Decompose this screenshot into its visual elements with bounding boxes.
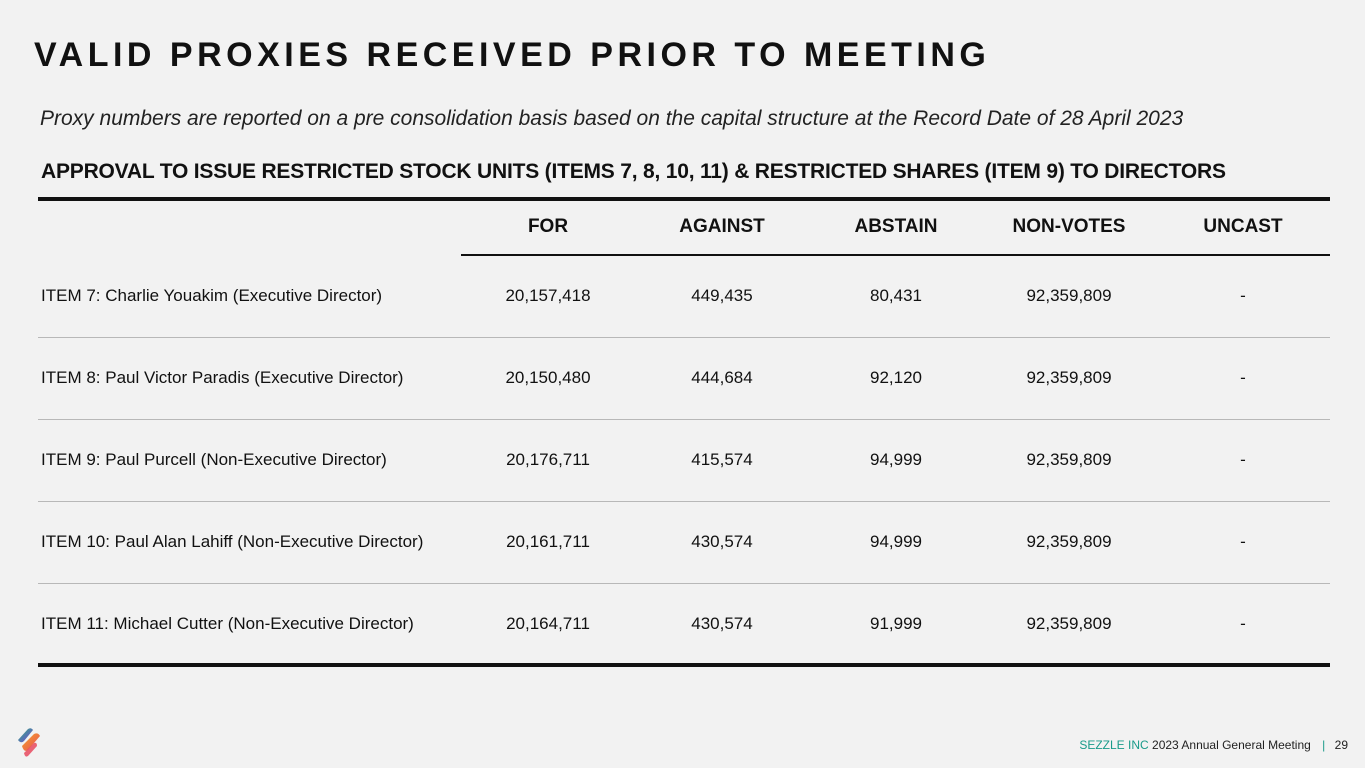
cell-abstain: 80,431 (870, 286, 922, 305)
cell-uncast: - (1240, 450, 1246, 469)
cell-non-votes: 92,359,809 (1026, 450, 1112, 469)
page-number: 29 (1334, 738, 1348, 752)
table-row (0, 256, 1365, 338)
sezzle-logo-icon (12, 726, 44, 760)
cell-against: 449,435 (691, 286, 753, 305)
column-header-abstain: ABSTAIN (854, 216, 938, 237)
row-label: ITEM 8: Paul Victor Paradis (Executive Director) (41, 368, 404, 387)
table-row (0, 502, 1365, 584)
table-row (0, 420, 1365, 502)
cell-against: 430,574 (691, 532, 753, 551)
footer-separator: | (1322, 738, 1326, 752)
row-label: ITEM 7: Charlie Youakim (Executive Director) (41, 286, 383, 305)
cell-non-votes: 92,359,809 (1026, 614, 1112, 633)
column-header-for: FOR (527, 216, 569, 237)
cell-uncast: - (1240, 286, 1246, 305)
footer-company: SEZZLE INC (1079, 738, 1149, 752)
cell-uncast: - (1240, 614, 1246, 633)
cell-for: 20,150,480 (505, 368, 591, 387)
cell-abstain: 91,999 (870, 614, 922, 633)
column-header-uncast: UNCAST (1203, 216, 1283, 237)
row-label: ITEM 11: Michael Cutter (Non-Executive Director) (41, 614, 414, 633)
table-top-rule (38, 197, 1330, 201)
column-header-non-votes: NON-VOTES (1012, 216, 1126, 237)
section-heading: APPROVAL TO ISSUE RESTRICTED STOCK UNITS (ITEMS 7, 8, 10, 11) & RESTRICTED SHARES (ITEM 9) TO DIRECTORS (41, 160, 1226, 183)
cell-non-votes: 92,359,809 (1026, 368, 1112, 387)
cell-uncast: - (1240, 368, 1246, 387)
table-bottom-rule (38, 663, 1330, 667)
cell-uncast: - (1240, 532, 1246, 551)
cell-non-votes: 92,359,809 (1026, 286, 1112, 305)
table-row (0, 584, 1365, 666)
row-label: ITEM 9: Paul Purcell (Non-Executive Director) (41, 450, 387, 469)
cell-for: 20,164,711 (506, 614, 590, 633)
cell-for: 20,157,418 (505, 286, 591, 305)
page-title: VALID PROXIES RECEIVED PRIOR TO MEETING (34, 36, 991, 74)
cell-for: 20,161,711 (506, 532, 590, 551)
cell-against: 415,574 (691, 450, 753, 469)
table-header-row (0, 216, 1365, 242)
cell-against: 430,574 (691, 614, 753, 633)
cell-non-votes: 92,359,809 (1026, 532, 1112, 551)
column-header-against: AGAINST (679, 216, 765, 237)
row-label: ITEM 10: Paul Alan Lahiff (Non-Executive Director) (41, 532, 424, 551)
cell-against: 444,684 (691, 368, 753, 387)
cell-abstain: 94,999 (870, 450, 922, 469)
page-subtitle: Proxy numbers are reported on a pre consolidation basis based on the capital structure at the Record Date of 28 April 2023 (40, 107, 1184, 130)
cell-abstain: 92,120 (870, 368, 922, 387)
cell-abstain: 94,999 (870, 532, 922, 551)
footer (1079, 738, 1348, 752)
footer-event: 2023 Annual General Meeting (1152, 738, 1311, 752)
table-row (0, 338, 1365, 420)
cell-for: 20,176,711 (506, 450, 590, 469)
